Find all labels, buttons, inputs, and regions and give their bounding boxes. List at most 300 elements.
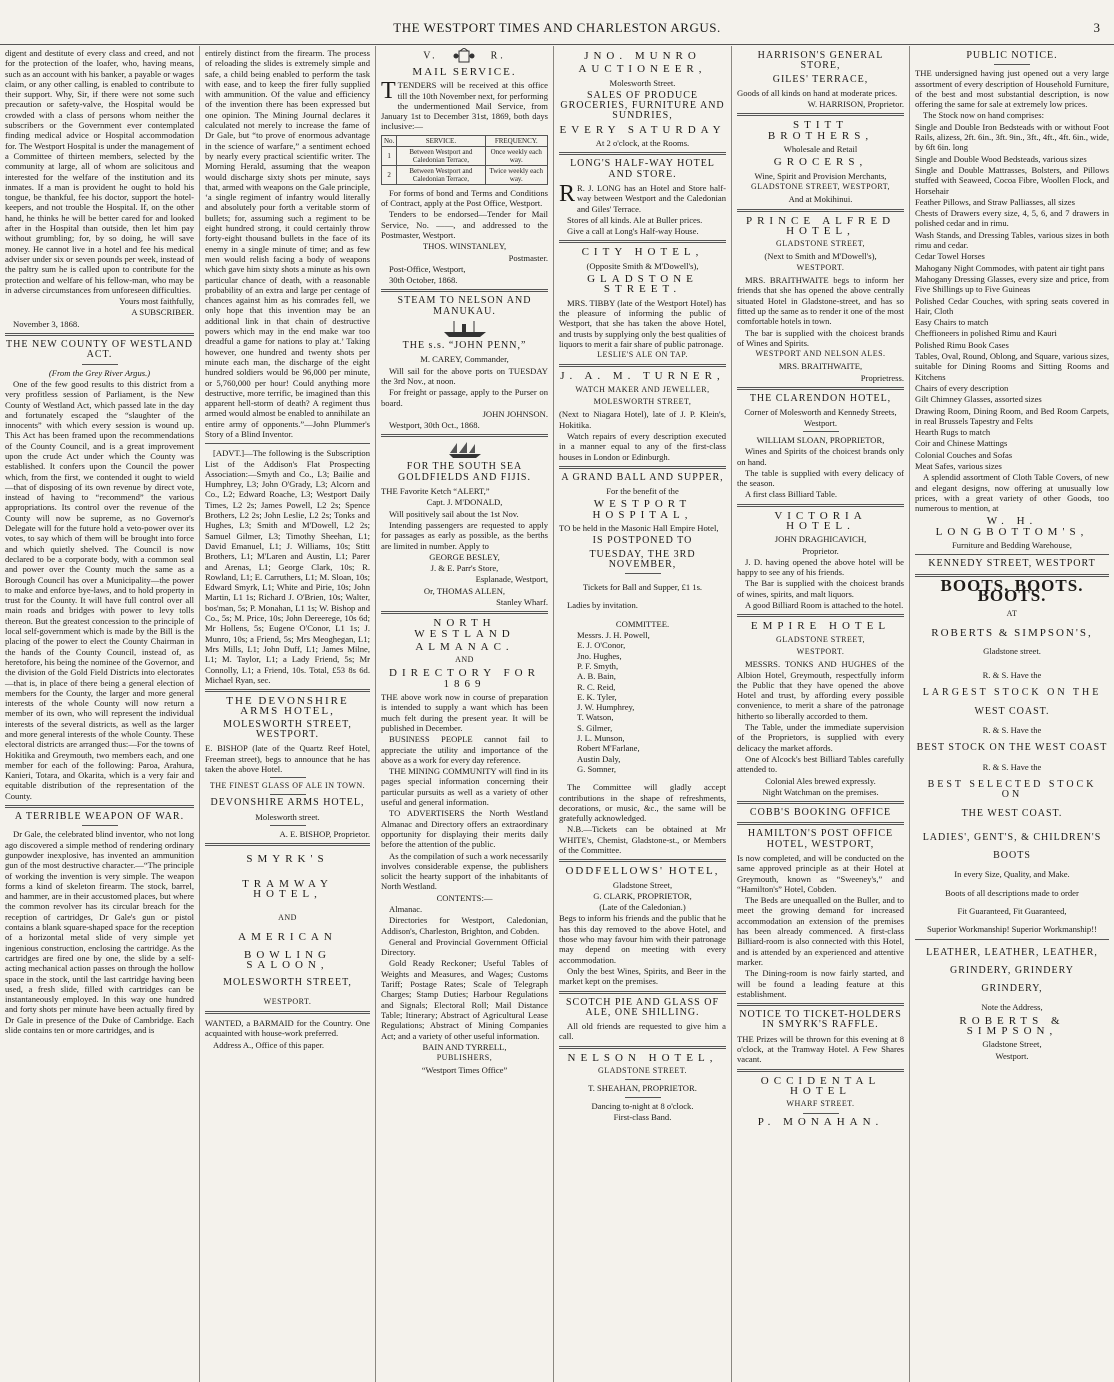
ball-title: A GRAND BALL AND SUPPER, [561, 471, 724, 483]
harrison-terrace: GILES' TERRACE, [772, 73, 869, 85]
list-item: Colonial Couches and Sofas [915, 449, 1013, 460]
agent-2: Or, THOMAS ALLEN, [423, 585, 506, 596]
city-hotel-street: GLADSTONE STREET. [587, 273, 698, 296]
divider [625, 1079, 661, 1080]
wanted-address: Address A., Office of this paper. [213, 1039, 325, 1050]
ball-nb: N.B.—Tickets can be obtained at Mr WHITE's, Chemist, Gladstone-st., or Members of the Committee. [559, 824, 726, 855]
longbottom-street: KENNEDY STREET, WESTPORT [928, 558, 1096, 570]
list-item: Meat Safes, various sizes [915, 460, 1002, 471]
divider [559, 240, 726, 243]
masthead [0, 0, 1114, 45]
list-item: G. Somner, [577, 763, 617, 774]
columns [0, 46, 1114, 1382]
roberts-simpson-name: ROBERTS & SIMPSON'S, [931, 626, 1093, 639]
divider [737, 387, 904, 390]
table-row [382, 146, 548, 165]
ball-benefit: For the benefit of the [606, 486, 679, 497]
turner-street: MOLESWORTH STREET, [593, 397, 692, 407]
victoria-bar: The Bar is supplied with the choicest brands of wines, spirits, and malt liquors. [737, 578, 904, 599]
roberts-simpson-town: Westport. [995, 1050, 1029, 1061]
vr-v: V. [423, 50, 438, 62]
city-hotel-title: CITY HOTEL, [581, 246, 704, 259]
divider [559, 1046, 726, 1049]
longs-stores: Stores of all kinds. Ale at Buller prices. [567, 214, 703, 225]
devonshire-body: E. BISHOP (late of the Quartz Reef Hotel, Freeman street), begs to announce that he has taken the above Hotel. [205, 743, 370, 774]
tramway-hotel: TRAMWAY HOTEL, [242, 877, 333, 900]
list-item: Chairs of every description [915, 382, 1009, 393]
almanac-business: BUSINESS PEOPLE cannot fail to appreciate the utility and importance of the above as a work for every day reference. [381, 734, 548, 765]
stitt-title: STITT BROTHERS, [767, 119, 874, 142]
divider [205, 843, 370, 846]
prince-alfred-town: WESTPORT. [796, 262, 845, 272]
agent-2-place: Stanley Wharf. [496, 596, 548, 607]
county-act-source: (From the Grey River Argus.) [48, 367, 151, 378]
devonshire-title-2: DEVONSHIRE ARMS HOTEL, [210, 797, 365, 809]
turner-role: WATCH MAKER AND JEWELLER, [575, 384, 710, 394]
publishers-label: PUBLISHERS, [436, 1053, 493, 1063]
south-sea-title: FOR THE SOUTH SEA GOLDFIELDS AND FIJIS. [398, 461, 531, 483]
almanac-advertisers: TO ADVERTISERS the North Westland Almanac and Directory offers an extraordinary opportunity for displaying their merits daily before the attention of the public. [381, 808, 548, 850]
table-covers-text: A splendid assortment of Cloth Table Covers, of new and elegant designs, now offering at unusually low prices, with a great variety of other Goods, too numerous to mention, at [915, 472, 1109, 514]
victoria-billiard: A good Billiard Room is attached to the hotel. [745, 600, 904, 611]
stitt-merchants: Wine, Spirit and Provision Merchants, [754, 170, 887, 181]
list-item: Polished Cedar Couches, with spring seats covered in Hair, Cloth [915, 295, 1109, 316]
hamilton-beds: The Beds are unequalled on the Buller, and to meet the growing demand for increased accommodation an extension of the premises has been already commenced. A first-class Billiard-room is also connected with this Hotel, and is attended by an experienced and attentive marker. [737, 895, 904, 967]
smyrks-and: AND [278, 913, 297, 923]
empire-billiard: One of Alcock's best Billiard Tables carefully attended to. [737, 753, 904, 775]
divider [559, 364, 726, 367]
table-cell: Between Westport and Caledonian Terrace, [397, 165, 485, 184]
table-cell: 2 [382, 165, 397, 184]
divider [381, 611, 548, 614]
prince-alfred-proprietress-label: Proprietress. [860, 372, 904, 383]
mail-endorse-text: Tenders to be endorsed—Tender for Mail Service, No. ——, and addressed to the Postmaster, Westport. [381, 209, 548, 240]
rs-have-1: R. & S. Have the [982, 670, 1042, 681]
divider [994, 64, 1030, 65]
table-cell: Between Westport and Caledonian Terrace, [397, 146, 485, 165]
boots-word: BOOTS [993, 850, 1031, 862]
column-2 [200, 46, 376, 1382]
weapon-text-continued: entirely distinct from the firearm. The process of reloading the slides is extremely simple and safe, a child being enabled to perform the task with ease, and to keep the firer fully supplied with ammunition. Of the value and efficiency of the invention there has been expressed but one opinion. The Mining Journal declares it calculated not merely to increase the fame of Dr Gale, but “to prove of enormous advantage in the science of warfare,” a sentiment echoed by nearly every practical scientific writer. The Morning Herald, assuming that the weapon would discharge sixty shots per minute, says that, armed with weapons on the Gale principle, ‘a single regiment of infantry would literally and absolutely pour forth a veritable storm of bullets; for, assuming such a regiment to be eight hundred strong, it could certainly throw forty-eight thousand bullets in the face of its enemy in a single minute of time; and as few men would relish facing a body of weapons which gave him sixty shots a minute as his own particular chance of death, with a reasonable probability of an extra and large per centage of chances against him as his comrades fell, we only hope that this invention may be an additional link in that chain of destructive powers which may in the end make war too dreadful a game for nations to play at.’ Taking however, one hundred and twenty shots per minute each man, the discharge of the eight hundred soldiers would be 96,000 per minute, or 5,760,000 per hour! Could anything more destructive, more terrific, be imagined than this apparent hell-storm of death? A regiment thus armed would almost be enabled to annihilate an entire army of opponents.”—John Plummer's Story of a Blind Inventor. [205, 48, 370, 439]
cobbs-booking-office: COBB'S BOOKING OFFICE [749, 807, 892, 819]
divider [559, 991, 726, 994]
clarendon-table: The table is supplied with every delicacy of the season. [737, 467, 904, 489]
steam-title: STEAM TO NELSON AND MANUKAU. [397, 295, 532, 317]
ship-sailing-text: Will sail for the above ports on TUESDAY the 3rd Nov., at noon. [381, 365, 548, 386]
county-act-text: One of the few good results to this district from a very profitless session of Parliament, is the New County of Westland Act, which passed late in the day and fortunately escaped the “slaughter of the innocents” with which every session is wound up. This Act has been framed upon the recommendations of the County Council, and is a great improvement upon the crude Act under which the County was established. It confers upon the Council the power which, from the first, we contended it ought to wield—that of disposing of its own revenue by direct vote, instead of having to “recommend” the various appropriations. Its control over the revenue of the County will now be supreme, as no Governor's Delegate will for the future hold a veto-power over its votes, to say which of them will be brought into force and which quietly shelved. The Council is now declared to be a corporate body, with a common seal and power over the County much the same as a Borough Council has over a Municipality—the power to make and enforce bye-laws, and to hold property in trust for the County. It will have full control over all main roads and bridges with power to levy tolls thereon. But the greatest concession to the principle of local self-government which is made by the Bill is the placing of the power to elect the County Chairman in the hands of the County Council, instead of, as heretofore, his being the nominee of the Governor, and the division of the Gold Field Districts into electorates—that is, in place of there being a general election of members for the County, the larger and more general interests of the whole County will now return a member of its own, who will represent the individual interests of the several districts, as well as the larger and more general interests of the whole County. These electoral districts are arranged thus:—For the towns of Hokitika and Greymouth, two members each, and one member for each of the following: Paroa, Arahura, Kanieri, Totara, and Okarita, which is a very fair and equitable distribution of the representation of the County. [5, 378, 194, 801]
made-to-order: Boots of all descriptions made to order [945, 887, 1079, 898]
list-item: Drawing Room, Dining Room, and Bed Room Carpets, in real Brussels Tapestry and Felts [915, 405, 1109, 426]
public-notice-stock: The Stock now on hand comprises: [923, 110, 1045, 121]
letter-signature: A SUBSCRIBER. [131, 307, 194, 318]
table-cell: Once weekly each way. [485, 146, 548, 165]
smyrks-town: WESTPORT. [263, 996, 312, 1006]
divider [559, 152, 726, 155]
list-item: Single and Double Mattrasses, Bolsters, and Pillows stuffed with Seaweed, Cocoa Fibre, Woollen Flock, and Horsehair [915, 164, 1109, 196]
nelson-hotel-title: NELSON HOTEL, [567, 1051, 718, 1064]
prince-alfred-bar: The bar is supplied with the choicest brands of Wines and Spirits. [737, 327, 904, 348]
oddfellows-title: ODDFELLOWS' HOTEL, [565, 865, 720, 878]
list-item: S. Gilmer, [577, 722, 613, 733]
divider [915, 554, 1109, 555]
leather-line: LEATHER, LEATHER, LEATHER, [926, 946, 1098, 958]
clarendon-title: THE CLARENDON HOTEL, [749, 393, 892, 405]
divider [737, 113, 904, 116]
list-item: Cheffioneers in polished Rimu and Kauri [915, 328, 1057, 339]
list-item: Single and Double Wood Bedsteads, various sizes [915, 153, 1087, 164]
empire-body: MESSRS. TONKS AND HUGHES of the Albion Hotel, Greymouth, respectfully inform the Public that they have opened the above Hotel and trust, by affording every possible convenience, to merit a share of the patronage hitherto so liberally accorded to them. [737, 659, 904, 721]
nelson-hotel-street: GLADSTONE STREET. [597, 1066, 688, 1076]
letter-closing: Yours most faithfully, [119, 296, 194, 307]
committee-list [577, 630, 726, 774]
empire-title: EMPIRE HOTEL [750, 620, 891, 633]
postmaster-name: THOS. WINSTANLEY, [422, 241, 507, 252]
munro-sales: SALES OF PRODUCE GROCERIES, FURNITURE AND SUNDRIES, [560, 89, 725, 122]
column-1 [0, 46, 200, 1382]
divider [270, 777, 306, 778]
list-item: Tables, Oval, Round, Oblong, and Square, various sizes, suitable for Dining Rooms and Sitting Rooms and Kitchens [915, 351, 1109, 382]
steamship-icon [442, 320, 488, 338]
committee-heading: COMMITTEE. [615, 618, 670, 629]
prince-alfred-next: (Next to Smith and M'Dowell's), [764, 251, 877, 262]
divider [625, 1097, 661, 1098]
hamilton-body: Is now completed, and will be conducted on the same approved principle as at their Hotel at Greymouth, known as “Sweeney's,” and “Hamilton's” Hotel, Cobden. [737, 853, 904, 894]
best-stock: BEST STOCK ON THE WEST COAST [916, 742, 1108, 754]
postmaster-title: Postmaster. [508, 252, 548, 263]
devonshire-street: MOLESWORTH STREET, WESTPORT. [223, 718, 352, 740]
longbottom-name: W. H. LONGBOTTOM'S, [935, 515, 1089, 538]
divider [5, 333, 194, 336]
munro-every-saturday: EVERY SATURDAY [559, 123, 726, 136]
furniture-list [915, 122, 1109, 472]
table-header-service: SERVICE. [397, 135, 485, 146]
contents-heading: CONTENTS:— [436, 892, 493, 903]
royal-crest-icon [453, 48, 475, 64]
list-item: Austin Daly, [577, 753, 621, 764]
wanted-barmaid: WANTED, a BARMAID for the Country. One acquainted with house-work preferred. [205, 1018, 370, 1039]
divider [270, 794, 306, 795]
publishers-name: BAIN AND TYRRELL, [422, 1041, 507, 1052]
rs-have-2: R. & S. Have the [982, 725, 1042, 736]
city-hotel-location: (Opposite Smith & M'Dowell's), [586, 260, 699, 271]
table-header-frequency: FREQUENCY. [485, 135, 548, 146]
list-item: E. K. Tyler, [577, 691, 617, 702]
clarendon-billiard: A first class Billiard Table. [745, 489, 838, 500]
public-notice-title: PUBLIC NOTICE. [966, 50, 1058, 61]
devonshire-arms-ad [205, 696, 370, 839]
contents-item: General and Provincial Government Official Directory. [381, 936, 548, 958]
turner-location: (Next to Niagara Hotel), late of J. P. Klein's, Hokitika. [559, 409, 726, 430]
oddfellows-proprietor: G. CLARK, PROPRIETOR, [593, 890, 692, 901]
ship-date: Westport, 30th Oct., 1868. [389, 420, 480, 431]
devonshire-proprietor: A. E. BISHOP, Proprietor. [279, 829, 370, 840]
stitt-grocers: GROCERS, [773, 156, 868, 169]
divider [737, 1003, 904, 1006]
table-row [382, 165, 548, 184]
table-header-no: No. [382, 135, 397, 146]
divider [737, 822, 904, 825]
victoria-proprietor: JOHN DRAGHICAVICH, [774, 534, 867, 545]
ball-ladies: Ladies by invitation. [567, 600, 638, 611]
roberts-simpson-street-2: Gladstone Street, [982, 1039, 1042, 1050]
page-number: 3 [1093, 20, 1100, 35]
list-item: J. W. Humphrey, [577, 702, 635, 713]
divider [82, 825, 118, 826]
agent-1-store: J. & E. Parr's Store, [430, 563, 499, 574]
ship-commander: M. CAREY, Commander, [420, 354, 509, 365]
mail-service-title: MAIL SERVICE. [412, 66, 517, 78]
list-item: Robert M'Farlane, [577, 743, 640, 754]
turner-name: J. A. M. TURNER, [560, 370, 725, 383]
smyrks-street: MOLESWORTH STREET, [223, 977, 352, 989]
divider [205, 443, 370, 444]
clarendon-proprietor: WILLIAM SLOAN, PROPRIETOR, [756, 434, 885, 445]
alert-passengers: Intending passengers are requested to apply for passages as early as possible, as the berths are limited in number. Apply to [381, 519, 548, 551]
west-coast-1: WEST COAST. [974, 705, 1050, 717]
ship-freight-text: For freight or passage, apply to the Purser on board. [381, 387, 548, 408]
harrison-body: Goods of all kinds on hand at moderate prices. [737, 87, 898, 98]
divider [803, 431, 839, 432]
almanac-intro: THE above work now in course of preparation is intended to supply a want which has been much felt during the present year. It will be published in December. [381, 692, 548, 733]
column-3 [376, 46, 554, 1382]
list-item: Easy Chairs to match [915, 317, 989, 328]
alert-sailing: Will positively sail about the 1st Nov. [389, 508, 519, 519]
agent-1-place: Esplanade, Westport, [475, 574, 548, 585]
divider [737, 504, 904, 507]
nelson-proprietor: T. SHEAHAN, PROPRIETOR. [588, 1083, 697, 1094]
almanac-mining: THE MINING COMMUNITY will find in its pages special information concerning their particular pursuits as well as a variety of other useful and general information. [381, 766, 548, 808]
list-item: Gilt Chimney Glasses, assorted sizes [915, 394, 1042, 405]
divider [381, 434, 548, 437]
occidental-proprietor: P. MONAHAN. [757, 1115, 884, 1128]
divider [625, 573, 661, 574]
ball-venue: TO be held in the Masonic Hall Empire Hotel, [559, 522, 719, 533]
contents-item: Almanac. [389, 904, 423, 914]
devonshire-street-2: Molesworth street. [255, 811, 320, 822]
divider [803, 1113, 839, 1114]
grindery-line-1: GRINDERY, GRINDERY [950, 964, 1074, 976]
john-penn-ship: THE s.s. “JOHN PENN,” [402, 340, 527, 352]
munro-name: JNO. MUNRO [584, 50, 701, 62]
longs-call: Give a call at Long's Half-way House. [567, 226, 699, 237]
victoria-body: J. D. having opened the above hotel will be happy to see any of his friends. [737, 556, 904, 578]
prince-alfred-proprietress: MRS. BRAITHWAITE, [778, 361, 863, 372]
table-header-row [382, 135, 548, 146]
roberts-simpson-street: Gladstone street. [983, 645, 1041, 656]
divider [205, 689, 370, 692]
empire-watchman: Night Watchman on the premises. [762, 786, 879, 797]
divider [381, 289, 548, 292]
munro-time: At 2 o'clock, at the Rooms. [595, 138, 690, 149]
vr-r: R. [490, 50, 506, 62]
divider [737, 801, 904, 804]
post-office-place: Post-Office, Westport, [389, 263, 466, 274]
table-cell: Twice weekly each way. [485, 165, 548, 184]
longbottom-warehouse: Furniture and Bedding Warehouse, [952, 540, 1072, 551]
west-coast-2: THE WEST COAST. [961, 807, 1063, 819]
sailing-ship-icon [445, 441, 485, 459]
ball-contributions: The Committee will gladly accept contributions in the shape of refreshments, decorations, or music, &c., the same will be gratefully acknowledged. [559, 782, 726, 824]
boots-at: AT [1006, 609, 1018, 619]
hamilton-title: HAMILTON'S POST OFFICE HOTEL, WESTPORT, [747, 828, 894, 850]
agent-1: GEORGE BESLEY, [429, 551, 500, 562]
ball-hospital: WESTPORT HOSPITAL, [592, 498, 693, 521]
divider [270, 825, 306, 826]
superior-workmanship: Superior Workmanship! Superior Workmanship!! [927, 924, 1097, 935]
smyrks-name: SMYRK'S [246, 853, 329, 866]
boots-headline: BOOTS. BOOTS. BOOTS. [940, 575, 1084, 605]
bowling-saloon: BOWLING SALOON, [244, 948, 331, 972]
clarendon-corner: Corner of Molesworth and Kennedy Streets, Westport. [744, 407, 897, 428]
victoria-proprietor-label: Proprietor. [802, 545, 839, 556]
list-item: Mahogany Dressing Glasses, every size and price, from Five Shillings up to Five Guineas [915, 273, 1109, 295]
stitt-also: And at Mokihinui. [788, 194, 853, 205]
list-item: R. C. Reid, [577, 681, 616, 692]
note-address: Note the Address, [981, 1002, 1043, 1013]
empire-town: WESTPORT. [796, 646, 845, 656]
longs-title: LONG'S HALF-WAY HOTEL AND STORE. [570, 158, 715, 180]
weapon-text: Dr Gale, the celebrated blind inventor, who not long ago discovered a simple method of rendering ordinary gunpowder inexplosive, has invented an ammunition gun of the most destructive character.—“The principle of working the invention is very simple. The weapon forms a kind of skeleton firearm. The stock, barrel, and hammer, are in their accustomed places, but where the common revolver has its circular breach for the reception of cartridges, Dr Gale's gun or pistol contains a blank square-shaped space for the reception of a horizontal metal slide of very simple yet ingenious construction, enclosing the cartridge. As the cartridges are fired one by one, the slide by a self-acting mechanical action passes on through the hollow space in the stock, until the last cartridge having been used, a fresh slide, filled with cartridges can be instantaneously employed. In this way one hundred and forty shots per minute have been actually fired by Dr Gale in presence of the Duke of Cambridge. Each slide contains ten or more cartridges, and is [5, 829, 194, 1036]
hamilton-dining: The Dining-room is now fairly started, and will be found a leading feature at this establishment. [737, 968, 904, 999]
list-item: Wash Stands, and Dressing Tables, various sizes in both rimu and cedar. [915, 229, 1109, 251]
column-4 [554, 46, 732, 1382]
list-item: Feather Pillows, and Straw Palliasses, all sizes [915, 196, 1075, 207]
scotch-pie-body: All old friends are requested to give him a call. [559, 1021, 726, 1042]
list-item: Cedar Towel Horses [915, 251, 985, 262]
list-item: Jno. Hughes, [577, 650, 622, 661]
royal-crest-line [381, 48, 548, 64]
prince-alfred-ales: WESTPORT AND NELSON ALES. [755, 349, 886, 359]
almanac-support: As the compilation of such a work necessarily involves considerable expense, the publishers solicit the hearty support of the inhabitants of North Westland. [381, 850, 548, 892]
divider [737, 209, 904, 212]
alert-captain: Capt. J. M'DONALD, [426, 497, 503, 508]
list-item: Chests of Drawers every size, 4, 5, 6, and 7 drawers in polished cedar and in rimu. [915, 208, 1109, 229]
list-item: A. B. Bain, [577, 671, 616, 682]
every-size: In every Size, Quality, and Make. [954, 869, 1070, 880]
american-label: AMERICAN [238, 930, 337, 943]
oddfellows-street: Gladstone Street, [612, 879, 673, 890]
oddfellows-late: (Late of the Caledonian.) [599, 902, 686, 913]
list-item: Coir and Chinese Mattings [915, 438, 1008, 449]
city-hotel-body: MRS. TIBBY (late of the Westport Hotel) has the pleasure of informing the public of Westport, that she has taken the above Hotel, and trusts by supplying only the best qualities of liquors to merit a fair share of public patronage. [559, 297, 726, 349]
oddfellows-body: Begs to inform his friends and the public that he has this day removed to the above Hotel, and those who may favour him with their patronage may depend on meeting with every accommodation. [559, 913, 726, 965]
prince-alfred-title: PRINCE ALFRED HOTEL, [745, 214, 896, 237]
column-6 [910, 46, 1114, 1382]
victoria-title: VICTORIA HOTEL. [774, 509, 867, 532]
harrison-title: HARRISON'S GENERAL STORE, [757, 50, 884, 72]
devonshire-finest-ale: THE FINEST GLASS OF ALE IN TOWN. [209, 781, 366, 791]
empire-ales: Colonial Ales brewed expressly. [765, 775, 876, 786]
divider [915, 939, 1109, 940]
stitt-street: GLADSTONE STREET, WESTPORT, [750, 181, 891, 191]
grindery-line-2: GRINDERY, [981, 983, 1043, 995]
list-item: Hearth Rugs to match [915, 427, 991, 438]
smyrks-tramway-ad [205, 854, 370, 1007]
divider [82, 364, 118, 365]
rs-have-3: R. & S. Have the [982, 761, 1042, 772]
turner-repairs: Watch repairs of every description executed in a manner equal to any of the first-class houses in London or Edinburgh. [559, 430, 726, 462]
raffle-notice-body: THE Prizes will be thrown for this evening at 8 o'clock, at the Tramway Hotel. A Few Shares vacant. [737, 1033, 904, 1065]
clarendon-wines: Wines and Spirits of the choicest brands only on hand. [737, 446, 904, 467]
ship-agent: JOHN JOHNSON. [482, 408, 548, 419]
stitt-sub: Wholesale and Retail [783, 144, 858, 155]
ladies-gents-children: LADIES', GENT'S, & CHILDREN'S [922, 831, 1102, 843]
list-item: Messrs. J. H. Powell, [577, 630, 650, 641]
oddfellows-wines: Only the best Wines, Spirits, and Beer in the market kept on the premises. [559, 965, 726, 987]
county-act-heading: THE NEW COUNTY OF WESTLAND ACT. [6, 339, 193, 361]
ball-postponed: IS POSTPONED TO [592, 535, 693, 547]
nelson-dancing: Dancing to-night at 8 o'clock. [591, 1100, 694, 1111]
divider [5, 805, 194, 808]
empire-table: The Table, under the immediate supervision of the Proprietors, is supplied with every delicacy the market affords. [737, 722, 904, 753]
mail-service-table [381, 135, 548, 185]
almanac-and: AND [455, 655, 474, 665]
almanac-title-2: ALMANAC. [415, 640, 514, 653]
nelson-band: First-class Band. [613, 1111, 672, 1122]
letter-text: digent and destitute of every class and creed, and not for the protection of the loafer, who, having means, such as an account with his banker, a payable or wages claim, or any other calling, is enabled to contribute to their support. Why, Sir, if there were not some such precaution or safety-valve, the Hospital would be crowded with a class of persons whom neither the subscribers or the Government ever contemplated finding medical advice or Hospital accommodation for. The Westport Hospital is under the management of a Committee of thirteen members, selected by the community at large, all of whom are solicitous and interested for the welfare of the institution and its inmates. If a man is provident he ought to hold his tongue, be thankful, fee his doctor, support the hotel-keepers, and not trouble the Hospital. If, on the other hand, he thinks he will be better cared for and looked after in the Hospital than outside, then let him pay without grumbling; for, by so doing, he will save money. He cannot live in a hotel and fee his medical adviser under six or seven pounds per week, instead of the paltry sum he is called upon to contribute for the protection and welfare of his fellow-man, who may be in adverse circumstances from unforeseen difficulties. [5, 48, 194, 295]
scotch-pie-title: SCOTCH PIE AND GLASS OF ALE, ONE SHILLING. [565, 996, 720, 1018]
devonshire-title: THE DEVONSHIRE ARMS HOTEL, [226, 695, 349, 718]
city-hotel-ale: LESLIE'S ALE ON TAP. [597, 350, 688, 360]
ball-date: TUESDAY, THE 3RD NOVEMBER, [589, 548, 696, 570]
mail-tender-text: TTENDERS will be received at this office till the 10th November next, for performing the undermentioned Mail Service, from January 1st to December 31st, 1869, both days inclusive:— [381, 78, 548, 132]
harrison-proprietor: W. HARRISON, Proprietor. [807, 99, 904, 110]
post-office-date: 30th October, 1868. [389, 275, 458, 286]
contents-item: Directories for Westport, Caledonian, Addison's, Charleston, Brighton, and Cobden. [381, 915, 548, 936]
roberts-simpson-name-2: ROBERTS & SIMPSON, [959, 1014, 1065, 1038]
prince-alfred-street: GLADSTONE STREET, [775, 239, 866, 249]
largest-stock: LARGEST STOCK ON THE [922, 687, 1102, 699]
almanac-title-1: NORTH WESTLAND [414, 617, 515, 640]
ball-tickets: Tickets for Ball and Supper, £1 1s. [582, 582, 703, 593]
newspaper-title: THE WESTPORT TIMES AND CHARLESTON ARGUS. [393, 20, 721, 35]
weapon-heading: A TERRIBLE WEAPON OF WAR. [14, 811, 185, 823]
divider [737, 614, 904, 617]
occidental-street: WHARF STREET. [786, 1099, 855, 1109]
fit-guaranteed: Fit Guaranteed, Fit Guaranteed, [957, 906, 1067, 916]
list-item: P. F. Smyth, [577, 660, 619, 671]
public-notice-body: THE undersigned having just opened out a very large assortment of every description of Household Furniture, of the best and most substantial description, is now offering the same for sale at extremely low prices. [915, 68, 1109, 110]
column-5 [732, 46, 910, 1382]
list-item: T. Watson, [577, 712, 614, 723]
empire-street: GLADSTONE STREET, [775, 634, 866, 644]
publishers-office: “Westport Times Office” [421, 1065, 508, 1076]
divider [559, 859, 726, 862]
alert-ketch: THE Favorite Ketch “ALERT,” [381, 486, 490, 497]
divider [737, 1069, 904, 1072]
divider [205, 1011, 370, 1014]
subscription-list: [ADVT.]—The following is the Subscription List of the Addison's Flat Prospecting Association:—Smyth and Co., L3; Bailie and Humphrey, L3; John O'Grady, L3; Alcorn and Co., L2; Edward Roache, L3; Westport Daily Times, L2 2s; James Powell, L2 2s; Spence Brothers, L2 2s; John Leslie, L2 2s; Tonks and Hughes, L3; Smith and M'Dowell, L2 2s; Samuel Gilmer, L3; Timothy Sheehan, L1; David Emanuel, L1; J. Williams, 10s; Stitt Brothers, L1; M'Laren and Austin, L1; Parer and Arenas, L1; George Clark, 10s; R. Rowland, L1; E. Carruthers, L1; M. Sloan, 10s; Edward Smyrk, L1; White and Pirie, 10s; John Martin, L1 1s; Richard J. O'Brien, 10s; Walter, bos'man, 5s; P. Monahan, L1 1s; W. Bishop and Co., 5s; M. Price, 10s; John Dereerege, 10s 6d; Mr Hollens, 5s; Eugene O'Conor, L1 1s; J. Munro, 10s; a Friend, 5s; Mrs Meoghegan, L1; Mrs Mills, L1; John Duff, L1; James Milne, L1; M. Taylor, L1; a Lady Friend, 5s; Mr Connolly, L1; a Friend, 10s. Total, £53 8s 6d. Michael Ryan, sec. [205, 448, 370, 685]
list-item: Mahogany Night Commodes, with patent air tight pans [915, 262, 1105, 273]
raffle-notice-title: NOTICE TO TICKET-HOLDERS IN SMYRK'S RAFFLE. [739, 1009, 902, 1031]
best-selected: BEST SELECTED STOCK ON [927, 778, 1097, 801]
longs-body: R R. J. LONG has an Hotel and Store half-way between Westport and the Caledonian and Giles' Terrace. [559, 180, 726, 214]
divider [559, 466, 726, 469]
prince-alfred-body: MRS. BRAITHWAITE begs to inform her friends that she has opened the above centrally situated Hotel in Gladstone-street, and has so fitted up the same as to render it one of the most comfortable hotels in town. [737, 275, 904, 327]
list-item: E. J. O'Conor, [577, 640, 626, 651]
mail-forms-text: For forms of bond and Terms and Conditions of Contract, apply at the Post Office, Westport. [381, 187, 548, 209]
contents-item: Gold Ready Reckoner; Useful Tables of Weights and Measures, and Wages; Customs Tariff; Postage Rates; Scale of Telegraph Charges; Stamp Duties; Harbour Regulations and Signals; Electoral Roll; Mail Distance Table; Itinerary; Abstract of Agricultural Lease Regulations; Abstract of Mining Companies Act; and a variety of other useful information. [381, 958, 548, 1041]
munro-role: AUCTIONEER, [578, 63, 707, 76]
letter-date: November 3, 1868. [13, 318, 80, 329]
occidental-title: OCCIDENTAL HOTEL [760, 1074, 881, 1097]
almanac-title-3: DIRECTORY FOR 1869 [389, 667, 540, 690]
list-item: Single and Double Iron Bedsteads with or without Foot Rails, alizess, 2ft. 6in., 3ft. 9in., 3ft., 4ft., 4ft. 6in., wide, by 6ft 6in. long [915, 121, 1109, 153]
list-item: Polished Rimu Book Cases [915, 339, 1009, 350]
table-cell: 1 [382, 146, 397, 165]
list-item: J. L. Munson, [577, 733, 625, 744]
munro-street: Molesworth Street. [609, 77, 676, 88]
